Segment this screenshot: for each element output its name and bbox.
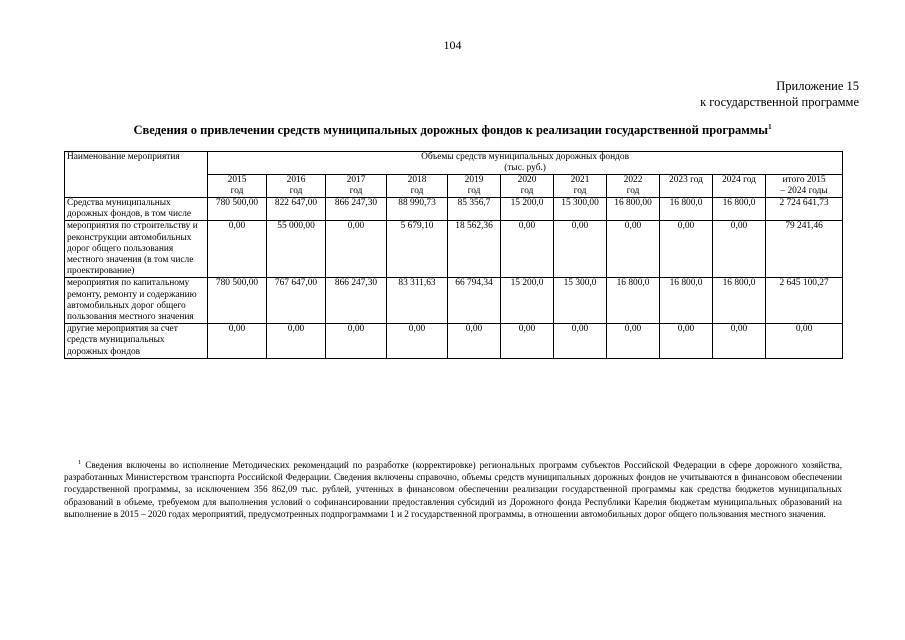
year-column-header — [387, 175, 448, 198]
value-cell: 780 500,00 — [208, 198, 267, 221]
year-column-header — [326, 175, 387, 198]
year-header-top: 2020 — [517, 175, 537, 185]
table-row — [65, 221, 843, 278]
value-cell: 0,00 — [660, 221, 713, 278]
year-header-bottom: год — [230, 186, 244, 196]
appendix-line-2: к государственной программе — [700, 95, 859, 109]
value-cell: 0,00 — [267, 324, 326, 359]
value-cell: 16 800,00 — [607, 198, 660, 221]
value-cell: 0,00 — [607, 324, 660, 359]
footnote-mark: 1 — [78, 459, 82, 466]
value-cell: 0,00 — [554, 324, 607, 359]
year-header-bottom: год — [573, 186, 587, 196]
year-header-top: 2022 — [623, 175, 643, 185]
funds-table — [64, 151, 843, 359]
year-header-bottom: год — [626, 186, 640, 196]
year-column-header — [448, 175, 501, 198]
year-header-top: 2019 — [464, 175, 484, 185]
value-cell: 780 500,00 — [208, 278, 267, 324]
title-footnote-mark: 1 — [768, 123, 772, 131]
year-header-top: 2015 — [227, 175, 247, 185]
value-cell: 5 679,10 — [387, 221, 448, 278]
value-cell: 2 724 641,73 — [766, 198, 843, 221]
value-cell: 0,00 — [501, 221, 554, 278]
value-cell: 55 000,00 — [267, 221, 326, 278]
page-number: 104 — [443, 38, 462, 52]
year-header-bottom: год — [289, 186, 303, 196]
value-cell: 866 247,30 — [326, 198, 387, 221]
year-column-header — [660, 175, 713, 198]
value-cell: 0,00 — [713, 221, 766, 278]
value-cell: 0,00 — [713, 324, 766, 359]
value-cell: 822 647,00 — [267, 198, 326, 221]
value-cell: 767 647,00 — [267, 278, 326, 324]
year-column-header — [766, 175, 843, 198]
value-cell: 18 562,36 — [448, 221, 501, 278]
value-cell: 0,00 — [326, 324, 387, 359]
value-cell: 0,00 — [208, 221, 267, 278]
value-cell: 0,00 — [607, 221, 660, 278]
value-cell: 83 311,63 — [387, 278, 448, 324]
value-cell: 15 200,0 — [501, 278, 554, 324]
group-header-line-1: Объемы средств муниципальных дорожных фондов — [421, 152, 630, 162]
year-header-bottom — [662, 186, 710, 197]
value-cell: 16 800,0 — [660, 278, 713, 324]
footnote — [64, 457, 842, 520]
value-cell: 0,00 — [448, 324, 501, 359]
year-header-top: 2024 год — [722, 175, 756, 185]
value-cell: 0,00 — [208, 324, 267, 359]
value-cell: 0,00 — [501, 324, 554, 359]
name-column-header: Наименование мероприятия — [65, 152, 208, 198]
value-cell: 2 645 100,27 — [766, 278, 843, 324]
year-header-top: 2018 — [407, 175, 427, 185]
value-cell: 0,00 — [387, 324, 448, 359]
value-cell: 16 800,0 — [713, 278, 766, 324]
year-column-header — [501, 175, 554, 198]
value-cell: 15 300,0 — [554, 278, 607, 324]
row-name-cell: мероприятия по капитальному ремонту, ремонту и содержанию автомобильных дорог общего пользования местного значения — [65, 278, 208, 324]
value-cell: 79 241,46 — [766, 221, 843, 278]
footnote-text: Сведения включены во исполнение Методических рекомендаций по разработке (корректировке) региональных программ субъектов Российской Федерации в сфере дорожного хозяйства, разработанных Министерством транспорта Российской Федерации. Сведения включены справочно, объемы средств муниципальных дорожных фондов не учитываются в финансовом обеспечении государственной программы, за исключением 356 862,09 тыс. рублей, учтенных в финансовом обеспечении реализации государственной программы как средства бюджетов муниципальных образований в объеме, требуемом для выполнения условий о софинансировании предоставления субсидий из Дорожного фонда Республики Карелия бюджетам муниципальных образований на выполнение в 2015 – 2020 годах мероприятий, предусмотренных подпрограммами 1 и 2 государственной программы, в отношении автомобильных дорог общего пользования местного значения. — [64, 460, 842, 519]
year-column-header — [554, 175, 607, 198]
value-cell: 15 300,00 — [554, 198, 607, 221]
year-column-header — [713, 175, 766, 198]
year-header-top: 2021 — [570, 175, 590, 185]
value-cell: 0,00 — [554, 221, 607, 278]
year-header-top: 2017 — [346, 175, 366, 185]
value-cell: 16 800,0 — [607, 278, 660, 324]
document-title — [0, 123, 905, 138]
appendix-line-1: Приложение 15 — [776, 79, 859, 93]
table-row — [65, 198, 843, 221]
value-cell: 866 247,30 — [326, 278, 387, 324]
year-header-top: итого 2015 — [782, 175, 826, 185]
value-cell: 66 794,34 — [448, 278, 501, 324]
year-header-top: 2016 — [286, 175, 306, 185]
year-column-header — [267, 175, 326, 198]
year-column-header — [607, 175, 660, 198]
value-cell: 0,00 — [660, 324, 713, 359]
year-header-bottom — [715, 186, 763, 197]
year-column-header — [208, 175, 267, 198]
year-header-bottom: год — [349, 186, 363, 196]
row-name-cell: мероприятия по строительству и реконструкции автомобильных дорог общего пользования местного значения (в том числе проектирование) — [65, 221, 208, 278]
row-name-cell: Средства муниципальных дорожных фондов, в том числе — [65, 198, 208, 221]
value-cell: 16 800,0 — [660, 198, 713, 221]
row-name-cell: другие мероприятия за счет средств муниципальных дорожных фондов — [65, 324, 208, 359]
group-header-line-2: (тыс. руб.) — [504, 163, 546, 173]
value-cell: 85 356,7 — [448, 198, 501, 221]
title-text: Сведения о привлечении средств муниципальных дорожных фондов к реализации государственной программы — [133, 123, 769, 138]
value-cell: 15 200,0 — [501, 198, 554, 221]
appendix-label — [700, 78, 859, 110]
year-header-bottom: год — [520, 186, 534, 196]
value-cell: 16 800,0 — [713, 198, 766, 221]
table-header-row-1 — [65, 152, 843, 175]
table-row — [65, 324, 843, 359]
year-header-bottom: год — [467, 186, 481, 196]
table-body — [65, 198, 843, 359]
value-cell: 0,00 — [326, 221, 387, 278]
year-header-top: 2023 год — [669, 175, 703, 185]
volume-group-header — [208, 152, 843, 175]
value-cell: 88 990,73 — [387, 198, 448, 221]
year-header-bottom: год — [410, 186, 424, 196]
table-row — [65, 278, 843, 324]
value-cell: 0,00 — [766, 324, 843, 359]
year-header-bottom: – 2024 годы — [780, 186, 828, 196]
